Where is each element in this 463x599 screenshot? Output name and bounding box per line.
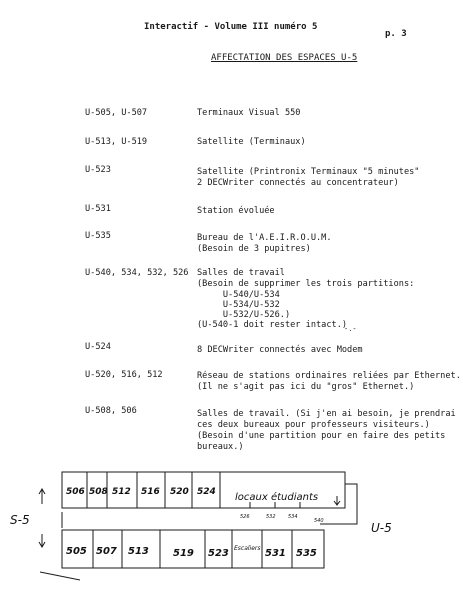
assignment-line: (Il ne s'agit pas ici du "gros" Ethernet.): [197, 382, 415, 392]
room-524: 524: [197, 487, 216, 497]
locaux-etudiants-label: locaux étudiants: [235, 492, 319, 503]
room-508: 508: [89, 487, 108, 497]
rooms-label: U-535: [85, 231, 111, 241]
rooms-label: U-523: [85, 165, 111, 175]
assignment-line: ces deux bureaux pour professeurs visiteurs.): [197, 420, 430, 430]
assignment-line: U-540/U-534: [197, 290, 280, 300]
u5-label: U-5: [371, 521, 392, 535]
pen-mark: -.-: [344, 325, 357, 333]
room-519: 519: [173, 548, 194, 559]
room-540-small: 540: [314, 518, 324, 524]
assignment-line: Salles de travail. (Si j'en ai besoin, je prendrai: [197, 409, 456, 419]
rooms-label: U-531: [85, 204, 111, 214]
room-523: 523: [208, 548, 229, 559]
s5-label: S-5: [10, 513, 30, 527]
room-526-small: 526: [240, 514, 250, 520]
rooms-label: U-520, 516, 512: [85, 370, 163, 380]
assignment-line: Réseau de stations ordinaires reliées par Ethernet.: [197, 371, 461, 381]
assignment-line: (U-540-1 doit rester intact.): [197, 320, 348, 330]
rooms-label: U-540, 534, 532, 526: [85, 268, 189, 278]
room-532-small: 532: [266, 514, 276, 520]
assignment-line: bureaux.): [197, 442, 244, 452]
assignment-line: Satellite (Printronix Terminaux "5 minutes": [197, 167, 420, 177]
assignment-line: Station évoluée: [197, 206, 275, 216]
assignment-line: (Besoin de supprimer les trois partitions:: [197, 279, 415, 289]
room-505: 505: [66, 546, 87, 557]
assignment-line: 2 DECWriter connectés au concentrateur): [197, 178, 399, 188]
assignment-line: Bureau de l'A.E.I.R.O.U.M.: [197, 233, 332, 243]
running-title: Interactif - Volume III numéro 5: [144, 22, 318, 32]
escaliers-label: Escaliers: [234, 545, 261, 552]
document-title: AFFECTATION DES ESPACES U-5: [211, 53, 358, 63]
rooms-label: U-513, U-519: [85, 137, 148, 147]
room-535: 535: [296, 548, 317, 559]
rooms-label: U-505, U-507: [85, 108, 148, 118]
assignment-line: Terminaux Visual 550: [197, 108, 301, 118]
assignment-line: (Besoin de 3 pupitres): [197, 244, 311, 254]
room-512: 512: [112, 487, 131, 497]
room-520: 520: [170, 487, 189, 497]
room-534-small: 534: [288, 514, 298, 520]
room-513: 513: [128, 546, 149, 557]
assignment-line: Satellite (Terminaux): [197, 137, 306, 147]
room-531: 531: [265, 548, 286, 559]
assignment-line: Salles de travail: [197, 268, 285, 278]
room-507: 507: [96, 546, 117, 557]
assignment-line: U-534/U-532: [197, 300, 280, 310]
room-516: 516: [141, 487, 160, 497]
assignment-line: 8 DECWriter connectés avec Modem: [197, 345, 363, 355]
rooms-label: U-524: [85, 342, 111, 352]
assignment-line: U-532/U-526.): [197, 310, 291, 320]
page-number: p. 3: [385, 29, 407, 39]
room-506: 506: [66, 487, 85, 497]
assignment-line: (Besoin d'une partition pour en faire des petits: [197, 431, 446, 441]
floor-plan: [0, 462, 463, 599]
rooms-label: U-508, 506: [85, 406, 137, 416]
